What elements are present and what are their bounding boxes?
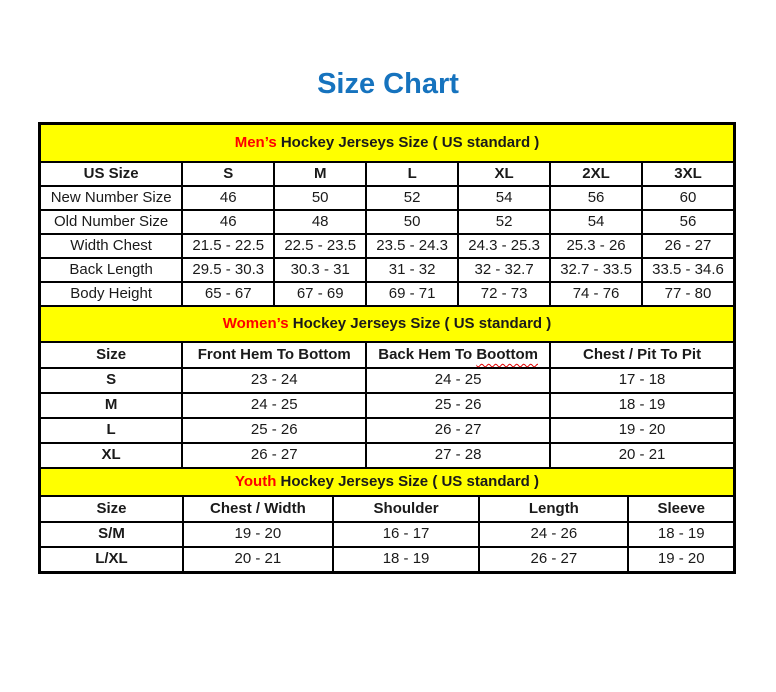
size-value-cell: 67 - 69	[274, 282, 366, 306]
size-value-cell: 29.5 - 30.3	[182, 258, 274, 282]
column-header: XL	[458, 162, 550, 186]
table-row	[40, 393, 734, 418]
column-header: Size	[40, 496, 183, 522]
size-value-cell: 25.3 - 26	[550, 234, 642, 258]
youth-banner-row	[40, 468, 734, 496]
column-header: Shoulder	[333, 496, 479, 522]
womens-section-heading	[40, 306, 734, 342]
size-value-cell: 31 - 32	[366, 258, 458, 282]
womens-header-row	[40, 342, 734, 368]
column-header: 3XL	[642, 162, 734, 186]
size-value-cell: 54	[458, 186, 550, 210]
size-value-cell: 32.7 - 33.5	[550, 258, 642, 282]
size-value-cell: 24.3 - 25.3	[458, 234, 550, 258]
size-value-cell: 21.5 - 22.5	[182, 234, 274, 258]
size-value-cell: 69 - 71	[366, 282, 458, 306]
mens-size-table	[39, 123, 735, 307]
row-label: S	[40, 368, 182, 393]
size-value-cell: 50	[274, 186, 366, 210]
size-value-cell: 33.5 - 34.6	[642, 258, 734, 282]
table-row	[40, 186, 734, 210]
size-value-cell: 48	[274, 210, 366, 234]
size-value-cell: 18 - 19	[550, 393, 734, 418]
size-value-cell: 52	[366, 186, 458, 210]
mens-banner-row	[40, 124, 734, 162]
row-label: Back Length	[40, 258, 182, 282]
table-row	[40, 547, 734, 572]
column-header: US Size	[40, 162, 182, 186]
size-value-cell: 72 - 73	[458, 282, 550, 306]
size-value-cell: 18 - 19	[628, 522, 734, 547]
column-header: L	[366, 162, 458, 186]
column-header: Size	[40, 342, 182, 368]
womens-banner-row	[40, 306, 734, 342]
mens-section-heading	[40, 124, 734, 162]
page-title: Size Chart	[317, 68, 459, 100]
size-value-cell: 17 - 18	[550, 368, 734, 393]
row-label: Old Number Size	[40, 210, 182, 234]
womens-size-table	[39, 305, 735, 469]
table-row	[40, 282, 734, 306]
mens-heading-rest: Hockey Jerseys Size ( US standard )	[276, 133, 540, 151]
table-row	[40, 210, 734, 234]
size-value-cell: 26 - 27	[642, 234, 734, 258]
column-header: Length	[479, 496, 628, 522]
size-value-cell: 20 - 21	[183, 547, 333, 572]
row-label: XL	[40, 443, 182, 468]
size-value-cell: 19 - 20	[183, 522, 333, 547]
size-value-cell: 32 - 32.7	[458, 258, 550, 282]
size-value-cell: 77 - 80	[642, 282, 734, 306]
size-value-cell: 60	[642, 186, 734, 210]
size-value-cell: 23.5 - 24.3	[366, 234, 458, 258]
size-value-cell: 25 - 26	[366, 393, 550, 418]
size-value-cell: 18 - 19	[333, 547, 479, 572]
size-value-cell: 50	[366, 210, 458, 234]
mens-heading-highlight: Men’s	[234, 133, 277, 151]
table-row	[40, 522, 734, 547]
size-value-cell: 30.3 - 31	[274, 258, 366, 282]
column-header: Sleeve	[628, 496, 734, 522]
size-value-cell: 26 - 27	[479, 547, 628, 572]
table-row	[40, 368, 734, 393]
size-value-cell: 54	[550, 210, 642, 234]
row-label: M	[40, 393, 182, 418]
column-header-text: Back Hem To	[378, 345, 477, 363]
column-header: 2XL	[550, 162, 642, 186]
size-value-cell: 22.5 - 23.5	[274, 234, 366, 258]
size-value-cell: 56	[550, 186, 642, 210]
size-value-cell: 19 - 20	[550, 418, 734, 443]
size-value-cell: 46	[182, 186, 274, 210]
size-value-cell: 26 - 27	[366, 418, 550, 443]
size-value-cell: 52	[458, 210, 550, 234]
column-header: M	[274, 162, 366, 186]
youth-heading-rest: Hockey Jerseys Size ( US standard )	[276, 472, 539, 490]
womens-heading-highlight: Women’s	[222, 314, 289, 332]
row-label: L/XL	[40, 547, 183, 572]
column-header: S	[182, 162, 274, 186]
table-row	[40, 234, 734, 258]
size-value-cell: 20 - 21	[550, 443, 734, 468]
row-label: New Number Size	[40, 186, 182, 210]
size-value-cell: 25 - 26	[182, 418, 366, 443]
womens-heading-rest: Hockey Jerseys Size ( US standard )	[288, 314, 552, 332]
youth-size-table	[39, 467, 735, 573]
column-header: Chest / Width	[183, 496, 333, 522]
table-row	[40, 418, 734, 443]
row-label: L	[40, 418, 182, 443]
row-label: Width Chest	[40, 234, 182, 258]
size-value-cell: 24 - 25	[182, 393, 366, 418]
table-row	[40, 258, 734, 282]
misspelled-word: Boottom	[476, 345, 538, 363]
size-value-cell: 24 - 25	[366, 368, 550, 393]
table-row	[40, 443, 734, 468]
size-chart-table-group	[38, 122, 736, 574]
column-header	[366, 342, 550, 368]
row-label: S/M	[40, 522, 183, 547]
row-label: Body Height	[40, 282, 182, 306]
size-value-cell: 56	[642, 210, 734, 234]
size-value-cell: 24 - 26	[479, 522, 628, 547]
size-value-cell: 74 - 76	[550, 282, 642, 306]
youth-section-heading	[40, 468, 734, 496]
size-value-cell: 65 - 67	[182, 282, 274, 306]
size-value-cell: 19 - 20	[628, 547, 734, 572]
youth-header-row	[40, 496, 734, 522]
size-value-cell: 46	[182, 210, 274, 234]
size-value-cell: 16 - 17	[333, 522, 479, 547]
mens-header-row	[40, 162, 734, 186]
size-value-cell: 23 - 24	[182, 368, 366, 393]
column-header: Front Hem To Bottom	[182, 342, 366, 368]
size-value-cell: 27 - 28	[366, 443, 550, 468]
youth-heading-highlight: Youth	[235, 472, 277, 490]
column-header: Chest / Pit To Pit	[550, 342, 734, 368]
size-value-cell: 26 - 27	[182, 443, 366, 468]
